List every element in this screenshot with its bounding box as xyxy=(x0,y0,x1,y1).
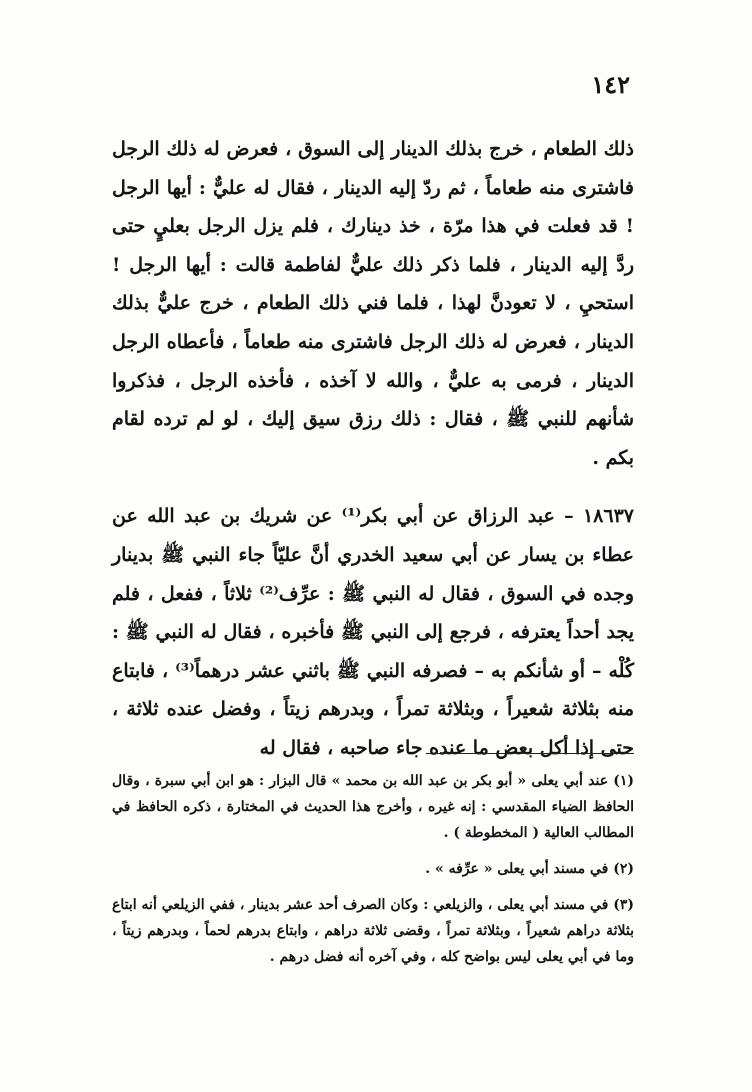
page-number: ١٤٢ xyxy=(591,70,630,99)
main-text-body xyxy=(112,130,634,768)
footnote-3: (٣) في مسند أبي يعلى ، والزيلعي : وكان الصرف أحد عشر بدينار ، ففي الزيلعي أنه ابتاع بثلاثة دراهم شعيراً ، وبثلاثة تمراً ، وقضى ثلاثة دراهم ، وابتاع بدرهم لحماً ، وبدرهم زيتاً ، وما في أبي يعلى ليس بواضح كله ، وفي آخره أنه فضل درهم . xyxy=(112,897,634,965)
paragraph-hadith-18637: ١٨٦٣٧ – عبد الرزاق عن أبي بكر⁽¹⁾ عن شريك بن عبد الله عن عطاء بن يسار عن أبي سعيد الخدري أنَّ عليّاً جاء النبي ﷺ بدينار وجده في السوق ، فقال له النبي ﷺ : عرِّف⁽²⁾ ثلاثاً ، ففعل ، فلم يجد أحداً يعترفه ، فرجع إلى النبي ﷺ فأخبره ، فقال له النبي ﷺ : كُلْه – أو شأنكم به – فصرفه النبي ﷺ باثني عشر درهماً⁽³⁾ ، فابتاع منه بثلاثة شعيراً ، وبثلاثة تمراً ، وبدرهم زيتاً ، وفضل عنده ثلاثة ، حتى إذا أكل بعض ما عنده جاء صاحبه ، فقال له xyxy=(112,505,634,759)
footnote-2: (٢) في مسند أبي يعلى « عرِّفه » . xyxy=(425,861,634,877)
footnotes-section xyxy=(112,768,634,973)
paragraph-continued: ذلك الطعام ، خرج بذلك الدينار إلى السوق ، فعرض له ذلك الرجل فاشترى منه طعاماً ، ثم ردّ إليه الدينار ، فقال له عليٌّ : أيها الرجل ! قد فعلت في هذا مرّة ، خذ دينارك ، فلم يزل الرجل بعليٍ حتى ردَّ إليه الدينار ، فلما ذكر ذلك عليٌّ لفاطمة قالت : أيها الرجل ! استحيِ ، لا تعودنَّ لهذا ، فلما فني ذلك الطعام ، خرج عليٌّ بذلك الدينار ، فعرض له ذلك الرجل فاشترى منه طعاماً ، فأعطاه الرجل الدينار ، فرمى به عليٌّ ، والله لا آخذه ، فأخذه الرجل ، فذكروا شأنهم للنبي ﷺ ، فقال : ذلك رزق سيق إليك ، لو لم ترده لقام بكم . xyxy=(112,138,634,469)
footnote-separator xyxy=(426,753,634,754)
footnote-1: (١) عند أبي يعلى « أبو بكر بن عبد الله بن محمد » قال البزار : هو ابن أبي سبرة ، وقال الحافظ الضياء المقدسي : إنه غيره ، وأخرج هذا الحديث في المختارة ، ذكره الحافظ في المطالب العالية ( المخطوطة ) . xyxy=(112,773,634,841)
